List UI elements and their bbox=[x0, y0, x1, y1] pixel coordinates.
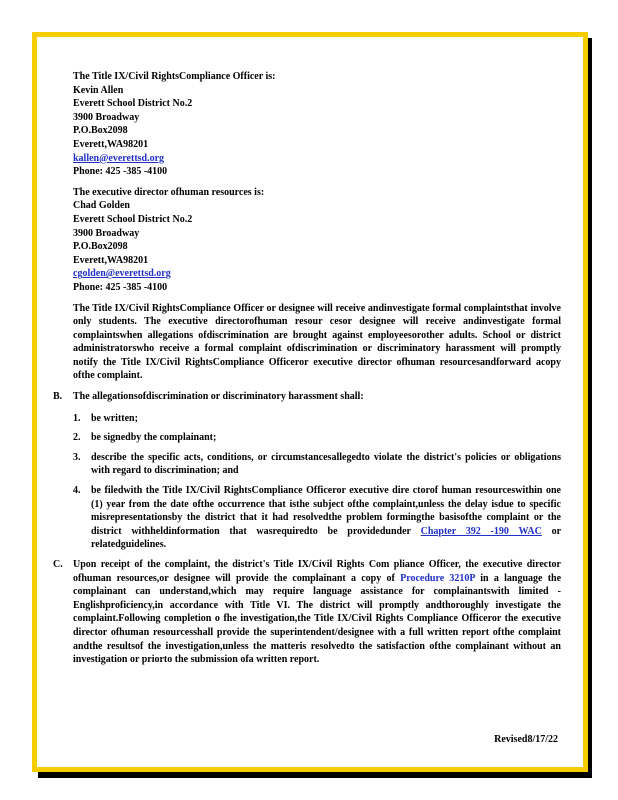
contact-name: Kevin Allen bbox=[73, 84, 124, 96]
list-item bbox=[73, 451, 561, 478]
contact-city: Everett,WA98201 bbox=[73, 138, 149, 150]
contact-org: Everett School District No.2 bbox=[73, 98, 193, 110]
contact-heading: The Title IX/Civil RightsCompliance Officer is: bbox=[73, 71, 276, 82]
list-item-number: 4. bbox=[73, 485, 81, 497]
procedure-link[interactable]: Procedure 3210P bbox=[400, 572, 475, 584]
list-item bbox=[73, 412, 561, 426]
contact-email-link[interactable]: cgolden@everettsd.org bbox=[73, 268, 171, 280]
list-item bbox=[73, 431, 561, 445]
list-item-text: describe the specific acts, conditions, or circumstancesallegedto violate the district's policies or obligations with regard to discrimination; and bbox=[91, 451, 561, 477]
section-c bbox=[53, 558, 562, 667]
section-c-text-end: in a language the complainant can understand,which may require language assistance for complainantswith limited -Englishproficiency,in accordance with Title VI. The district will promptly andthoroughly investigate the complaint.Following completion o fhe investigation,the Title IX/Civil Rights Compliance Officeror the executive director ofhuman resourcesshall provide the superintendent/designee with a full written report ofthe complaint andthe resultsof the investigation,unless the matteris resolvedto the satisfaction ofthe complainant without an investigation or priorto the submission ofa written report. bbox=[73, 572, 562, 666]
contact-heading: The executive director ofhuman resources is: bbox=[73, 186, 265, 198]
contact-phone: Phone: 425 -385 -4100 bbox=[73, 281, 168, 293]
contact-po-box: P.O.Box2098 bbox=[73, 241, 128, 253]
contact-city: Everett,WA98201 bbox=[73, 254, 149, 266]
contact-org: Everett School District No.2 bbox=[73, 213, 193, 225]
contact-po-box: P.O.Box2098 bbox=[73, 125, 128, 137]
section-c-text: Upon receipt of the complaint, the district's Title IX/Civil Rights Com pliance Officer, the executive director ofhuman resources,or designee will provide the complainant a copy of bbox=[73, 559, 561, 584]
section-b-text: The allegationsofdiscrimination or discriminatory harassment shall: bbox=[73, 391, 364, 403]
list-item-text: be filedwith the Title IX/Civil RightsCompliance Officeror executive dire ctorof human resourceswithin one (1) year from the date ofthe occurrence that isthe subject ofthe complaint,unless the delay isdue to specific misrepresentationsby the district that it had resolvedthe problem formingthe basisofthe complaint or the district withheldinformation that wasrequiredto be providedunder bbox=[91, 485, 561, 537]
list-item-text: be written; bbox=[91, 412, 138, 424]
list-item-number: 2. bbox=[73, 432, 81, 444]
section-c-letter: C. bbox=[53, 559, 63, 570]
list-item-number: 3. bbox=[73, 451, 81, 463]
contact-block-hr bbox=[73, 186, 561, 295]
contact-phone: Phone: 425 -385 -4100 bbox=[73, 166, 168, 178]
document-body bbox=[53, 70, 562, 673]
section-b bbox=[53, 390, 562, 552]
revision-date: Revised8/17/22 bbox=[494, 734, 558, 745]
list-item-text: be signedby the complainant; bbox=[91, 432, 217, 444]
chapter-wac-link[interactable]: Chapter 392 -190 WAC bbox=[420, 525, 542, 537]
contact-email-link[interactable]: kallen@everettsd.org bbox=[73, 152, 165, 164]
section-b-letter: B. bbox=[53, 391, 63, 403]
list-item-text-end: or relatedguidelines. bbox=[91, 525, 562, 551]
contact-block-title-ix bbox=[73, 70, 561, 179]
list-item bbox=[73, 484, 562, 552]
intro-paragraph: The Title IX/Civil RightsCompliance Officer or designee will receive andinvestigate formal complaintsthat involve only students. The executive directorofhuman resour cesor designee will receive andinvestigate formal complaintswhen allegations ofdiscrimination are brought against employeesorother adults. School or district administratorswho receive a formal complaint ofdiscrimination or discriminatory harassment will promptly notify the Title IX/Civil RightsCompliance Officeror executive director ofhuman resourcesandforward acopy ofthe complaint. bbox=[73, 302, 561, 382]
contact-street: 3900 Broadway bbox=[73, 227, 140, 239]
contact-street: 3900 Broadway bbox=[73, 111, 140, 123]
contact-name: Chad Golden bbox=[73, 200, 130, 212]
list-item-number: 1. bbox=[73, 412, 81, 424]
